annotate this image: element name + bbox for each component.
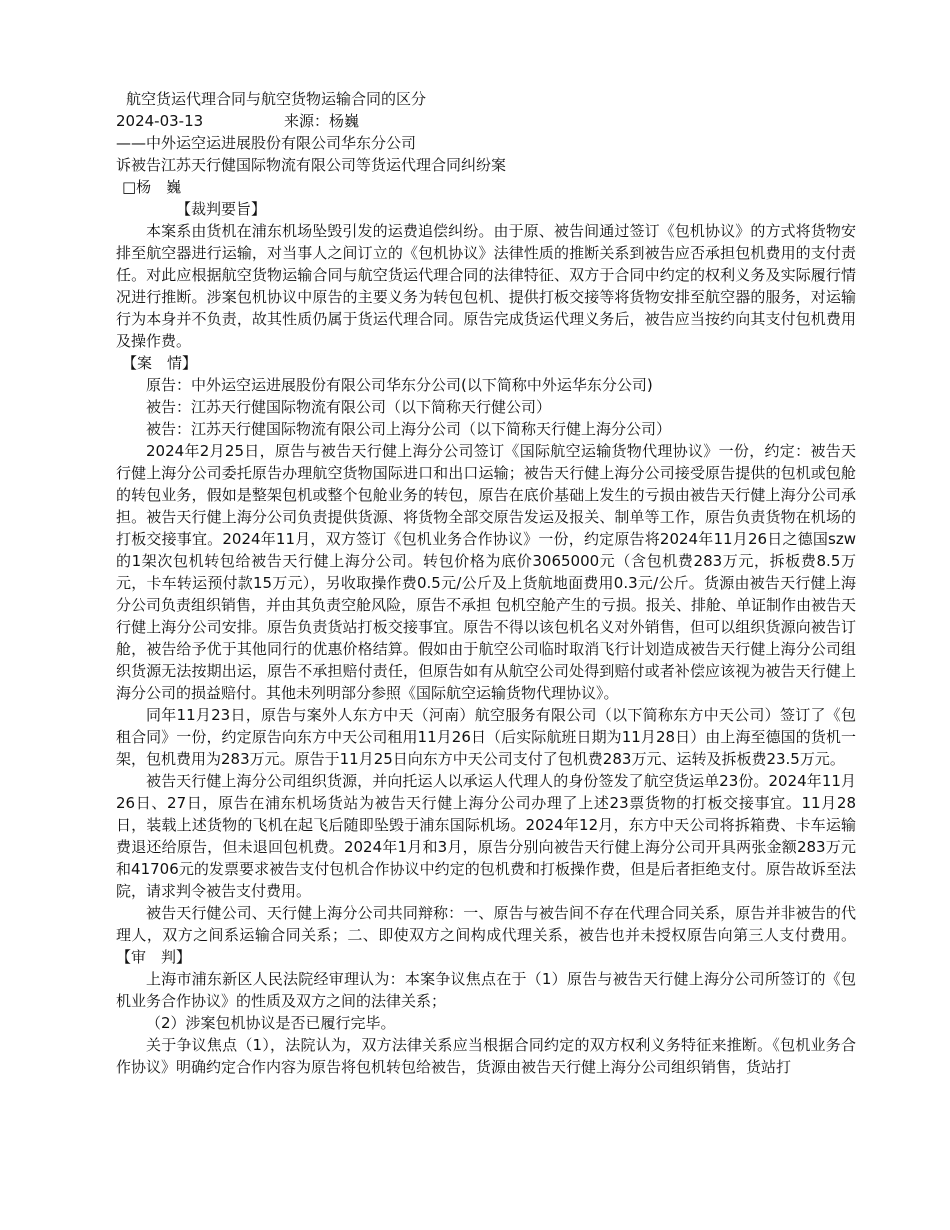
source-label: 来源：杨巍	[284, 112, 360, 130]
summary-paragraph: 本案系由货机在浦东机场坠毁引发的运费追偿纠纷。由于原、被告间通过签订《包机协议》的方式将货物安排至航空器进行运输，对当事人之间订立的《包机协议》法律性质的推断关系到被告应否承担包机费用的支付责任。对此应根据航空货物运输合同与航空货运代理合同的法律特征、双方于合同中约定的权利义务及实际履行情况进行推断。涉案包机协议中原告的主要义务为转包包机、提供打板交接等将货物安排至航空器的服务，对运输行为本身并不负责，故其性质仍属于货运代理合同。原告完成货运代理义务后，被告应当按约向其支付包机费用及操作费。	[116, 222, 856, 350]
publish-date: 2024-03-13	[116, 112, 204, 130]
judgment-paragraph-3: 关于争议焦点（1），法院认为，双方法律关系应当根据合同约定的双方权利义务特征来推断。《包机业务合作协议》明确约定合作内容为原告将包机转包给被告，货源由被告天行健上海分公司组织销售，货站打	[116, 1036, 856, 1076]
plaintiff-line: 原告：中外运空运进展股份有限公司华东分公司(以下简称中外运华东分公司)	[146, 376, 653, 394]
judgment-paragraph-1: 上海市浦东新区人民法院经审理认为：本案争议焦点在于（1）原告与被告天行健上海分公司所签订的《包机业务合作协议》的性质及双方之间的法律关系；	[116, 970, 856, 1010]
case-paragraph-1: 2024年2月25日，原告与被告天行健上海分公司签订《国际航空运输货物代理协议》一份，约定：被告天行健上海分公司委托原告办理航空货物国际进口和出口运输；被告天行健上海分公司接受原告提供的包机或包舱的转包业务，假如是整架包机或整个包舱业务的转包，原告在底价基础上发生的亏损由被告天行健上海分公司承担。被告天行健上海分公司负责提供货源、将货物全部交原告发运及报关、制单等工作，原告负责货物在机场的打板交接事宜。2024年11月，双方签订《包机业务合作协议》一份，约定原告将2024年11月26日之德国szw的1架次包机转包给被告天行健上海分公司。转包价格为底价3065000元（含包机费283万元，拆板费8.5万元，卡车转运预付款15万元），另收取操作费0.5元/公斤及上货航地面费用0.3元/公斤。货源由被告天行健上海分公司负责组织销售，并由其负责空舱风险，原告不承担 包机空舱产生的亏损。报关、排舱、单证制作由被告天行健上海分公司安排。原告负责货站打板交接事宜。原告不得以该包机名义对外销售，但可以组织货源向被告订舱，被告给予优于其他同行的优惠价格结算。假如由于航空公司临时取消飞行计划造成被告天行健上海分公司组织货源无法按期出运，原告不承担赔付责任，但原告如有从航空公司处得到赔付或者补偿应该视为被告天行健上海分公司的损益赔付。其他未列明部分参照《国际航空运输货物代理协议》。	[116, 442, 856, 702]
case-paragraph-3: 被告天行健上海分公司组织货源，并向托运人以承运人代理人的身份签发了航空货运单23份。2024年11月26日、27日，原告在浦东机场货站为被告天行健上海分公司办理了上述23票货物的打板交接事宜。11月28日，装载上述货物的飞机在起飞后随即坠毁于浦东国际机场。2024年12月，东方中天公司将拆箱费、卡车运输费退还给原告，但未退回包机费。2024年1月和3月，原告分别向被告天行健上海分公司开具两张金额283万元和41706元的发票要求被告支付包机合作协议中约定的包机费和打板操作费，但是后者拒绝支付。原告故诉至法院，请求判令被告支付费用。	[116, 772, 856, 900]
parties-line-2: 诉被告江苏天行健国际物流有限公司等货运代理合同纠纷案	[116, 156, 507, 174]
author-line: □杨 巍	[122, 178, 182, 196]
summary-heading: 【裁判要旨】	[176, 200, 267, 218]
parties-line-1: ——中外运空运进展股份有限公司华东分公司	[116, 134, 417, 152]
defendant-line-1: 被告：江苏天行健国际物流有限公司（以下简称天行健公司）	[146, 398, 552, 416]
judgment-line-2: （2）涉案包机协议是否已履行完毕。	[146, 1014, 396, 1032]
case-heading: 【案 情】	[122, 354, 198, 372]
document-page	[116, 88, 856, 1078]
case-paragraph-4: 被告天行健公司、天行健上海分公司共同辩称：一、原告与被告间不存在代理合同关系，原告并非被告的代理人，双方之间系运输合同关系；二、即使双方之间构成代理关系，被告也并未授权原告向第三人支付费用。【审 判】	[116, 904, 856, 966]
meta-line	[116, 110, 856, 132]
defendant-line-2: 被告：江苏天行健国际物流有限公司上海分公司（以下简称天行健上海分公司）	[146, 420, 672, 438]
document-title: 航空货运代理合同与航空货物运输合同的区分	[126, 90, 427, 108]
case-paragraph-2: 同年11月23日，原告与案外人东方中天（河南）航空服务有限公司（以下简称东方中天公司）签订了《包租合同》一份，约定原告向东方中天公司租用11月26日（后实际航班日期为11月28日）由上海至德国的货机一架，包机费用为283万元。原告于11月25日向东方中天公司支付了包机费283万元、运转及拆板费23.5万元。	[116, 706, 856, 768]
